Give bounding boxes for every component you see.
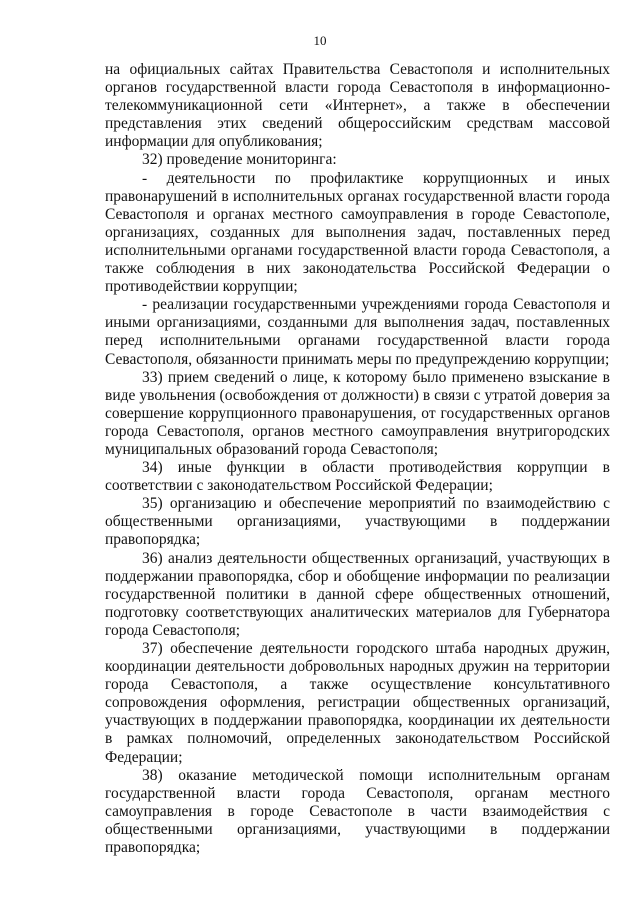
paragraph-item-32: 32) проведение мониторинга:: [142, 151, 337, 169]
paragraph-continuation: на официальных сайтах Правительства Севастополя и исполнительных органов государственной власти города Севастополя в информационно-телекоммуникационной сети «Интернет», а также в обеспечении представления этих сведений общероссийским средствам массовой информации для опубликования;: [105, 61, 610, 151]
paragraph-item-34: 34) иные функции в области противодействия коррупции в соответствии с законодательством Российской Федерации;: [105, 459, 610, 495]
paragraph-item-38: 38) оказание методической помощи исполнительным органам государственной власти города Севастополя, органам местного самоуправления в городе Севастополе в части взаимодействия с общественными организациями, участвующими в поддержании правопорядка;: [105, 766, 610, 857]
paragraph-item-37: 37) обеспечение деятельности городского штаба народных дружин, координации деятельности добровольных народных дружин на территории города Севастополя, а также осуществление консультативного сопровождения оформления, регистрации общественных организаций, участвующих в поддержании правопорядка, координации их деятельности в рамках полномочий, определенных законодательством Российской Федерации;: [105, 640, 610, 766]
document-body: [105, 61, 610, 857]
paragraph-item-32-subitem-2: - реализации государственными учреждениями города Севастополя и иными организациями, созданными для выполнения задач, поставленных перед исполнительными органами государственной власти города Севастополя, обязанности принимать меры по предупреждению коррупции;: [105, 296, 610, 368]
paragraph-item-35: 35) организацию и обеспечение мероприятий по взаимодействию с общественными организациями, участвующими в поддержании правопорядка;: [105, 495, 610, 549]
paragraph-item-33: 33) прием сведений о лице, к которому было применено взыскание в виде увольнения (освобождения от должности) в связи с утратой доверия за совершение коррупционного правонарушения, от государственных органов города Севастополя, органов местного самоуправления внутригородских муниципальных образований города Севастополя;: [105, 368, 610, 458]
page-number: 10: [313, 33, 327, 48]
paragraph-item-36: 36) анализ деятельности общественных организаций, участвующих в поддержании правопорядка, сбор и обобщение информации по реализации государственной политики в данной сфере общественных отношений, подготовку соответствующих аналитических материалов для Губернатора города Севастополя;: [105, 549, 610, 639]
paragraph-item-32-subitem-1: - деятельности по профилактике коррупционных и иных правонарушений в исполнительных органах государственной власти города Севастополя и органах местного самоуправления в городе Севастополе, организациях, созданных для выполнения задач, поставленных перед исполнительными органами государственной власти города Севастополя, а также соблюдения в них законодательства Российской Федерации о противодействии коррупции;: [105, 169, 610, 296]
